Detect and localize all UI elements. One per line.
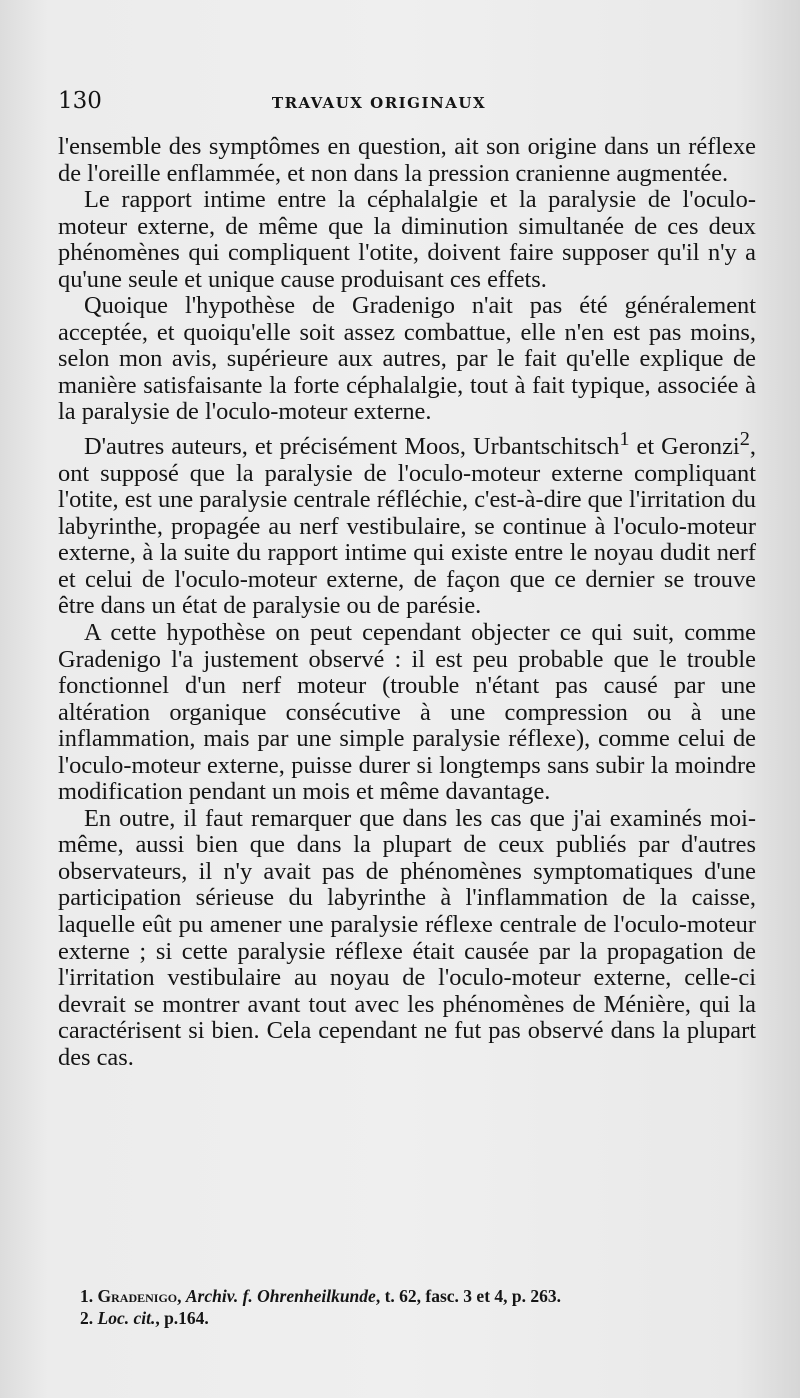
page-number: 130 xyxy=(58,88,102,114)
paragraph-4-part-c: , ont supposé que la paralysie de l'oculo-moteur externe compliquant l'otite, est une paralysie centrale réfléchie, c'est-à-dire que l'irritation du labyrinthe, propagée au nerf vestibulaire, se continue à l'oculo-moteur externe, à la suite du rapport intime qui existe entre le noyau dudit nerf et celui de l'oculo-moteur externe, de façon que ce dernier se trouve être dans un état de paralysie ou de parésie. xyxy=(58,433,756,620)
paragraph-5: A cette hypothèse on peut cependant objecter ce qui suit, comme Gradenigo l'a justement observé : il est peu probable que le trouble fonctionnel d'un nerf moteur (trouble n'étant pas causé par une altération organique consécutive à une compression ou à une inflammation, mais par une simple paralysie réflexe), comme celui de l'oculo-moteur externe, puisse durer si longtemps sans subir la moindre modification pendant un mois et même davantage. xyxy=(58,618,756,806)
footnote-author: Gradenigo, xyxy=(97,1286,182,1306)
footnote-details: , p.164. xyxy=(155,1308,209,1328)
paragraph-3: Quoique l'hypothèse de Gradenigo n'ait pas été généralement acceptée, et quoiqu'elle soit assez combattue, elle n'en est pas moins, selon mon avis, supérieure aux autres, par le fait qu'elle explique de manière satisfaisante la forte céphalalgie, tout à fait typique, associée à la paralysie de l'oculo-moteur externe. xyxy=(58,292,756,426)
paragraph-1: l'ensemble des symptômes en question, ait son origine dans un réflexe de l'oreille enflammée, et non dans la pression cranienne augmentée. xyxy=(58,133,756,187)
footnote-journal: Loc. cit. xyxy=(97,1308,156,1328)
paragraph-4-part-a: D'autres auteurs, et précisément Moos, Urbantschitsch xyxy=(84,433,620,461)
footnote-number: 1. xyxy=(80,1286,94,1306)
footnotes xyxy=(80,1285,760,1329)
paragraph-4 xyxy=(58,426,756,620)
paragraph-6: En outre, il faut remarquer que dans les cas que j'ai examinés moi-même, aussi bien que dans la plupart de ceux publiés par d'autres observateurs, il n'y avait pas de phénomènes symptomatiques d'une participation sérieuse du labyrinthe à l'inflammation de la caisse, laquelle eût pu amener une paralysie réflexe centrale de l'oculo-moteur externe ; si cette paralysie réflexe était causée par la propagation de l'irritation vestibulaire au noyau de l'oculo-moteur externe, celle-ci devrait se montrer avant tout avec les phénomènes de Ménière, qui la caractérisent si bien. Cela cependant ne fut pas observé dans la plupart des cas. xyxy=(58,804,756,1071)
running-title: TRAVAUX ORIGINAUX xyxy=(271,94,487,112)
footnote-ref-1: 1 xyxy=(619,428,630,451)
footnote-1 xyxy=(80,1285,760,1307)
footnote-2 xyxy=(80,1307,760,1329)
footnote-number: 2. xyxy=(80,1308,94,1328)
body-text xyxy=(58,134,756,1071)
paragraph-2: Le rapport intime entre la céphalalgie et la paralysie de l'oculo-moteur externe, de même que la diminution simultanée de ces deux phénomènes qui compliquent l'otite, doivent faire supposer qu'il n'y a qu'une seule et unique cause produisant ces effets. xyxy=(58,186,756,293)
paragraph-4-part-b: et Geronzi xyxy=(629,433,740,461)
page-header xyxy=(58,88,760,118)
footnote-details: , t. 62, fasc. 3 et 4, p. 263. xyxy=(375,1286,561,1306)
footnote-ref-2: 2 xyxy=(739,428,750,451)
footnote-journal: Archiv. f. Ohrenheilkunde xyxy=(185,1286,376,1306)
